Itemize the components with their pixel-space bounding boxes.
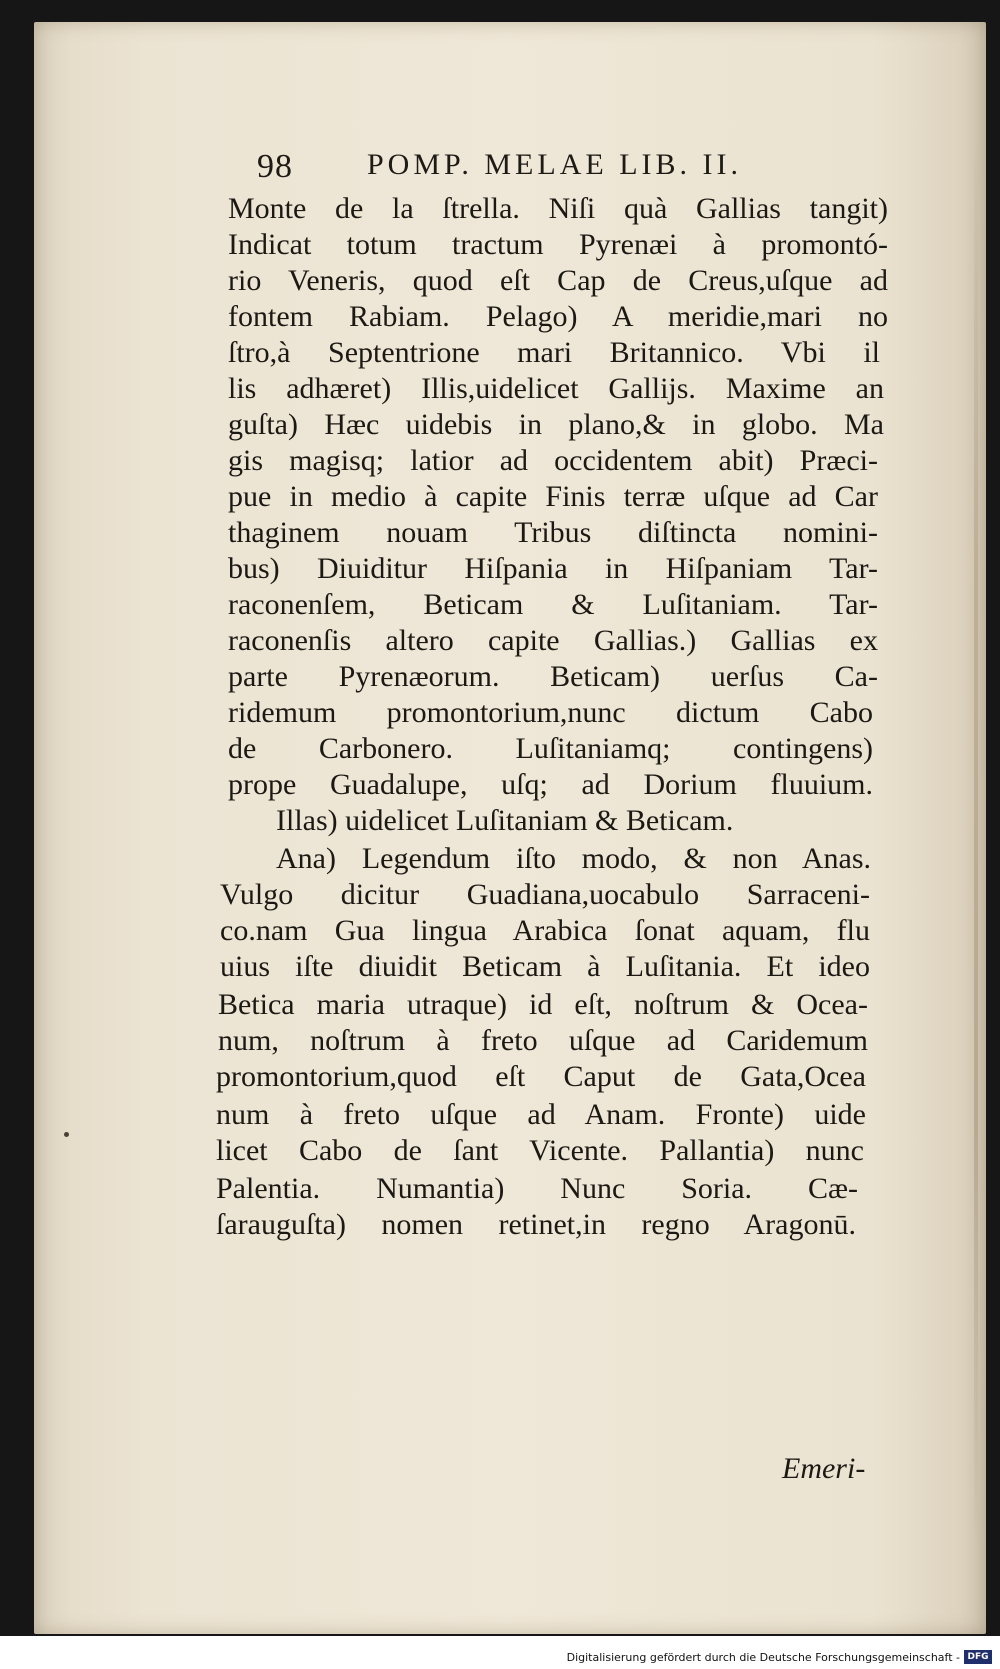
text-line: fontem Rabiam. Pelago) A meridie,mari no bbox=[228, 300, 888, 333]
catchword: Emeri- bbox=[782, 1452, 866, 1485]
text-line: parte Pyrenæorum. Beticam) uerſus Ca- bbox=[228, 660, 878, 693]
text-line: promontorium,quod eſt Caput de Gata,Ocea bbox=[216, 1060, 866, 1093]
page-number: 98 bbox=[257, 148, 293, 185]
text-line: licet Cabo de ſant Vicente. Pallantia) nunc bbox=[216, 1134, 864, 1167]
text-line: prope Guadalupe, uſq; ad Dorium fluuium. bbox=[228, 768, 873, 801]
text-line: raconenſis altero capite Gallias.) Gallias ex bbox=[228, 624, 878, 657]
text-line: lis adhæret) Illis,uidelicet Gallijs. Maxime an bbox=[228, 372, 884, 405]
dfg-logo: DFG bbox=[964, 1650, 992, 1664]
funding-credit: Digitalisierung gefördert durch die Deutsche Forschungsgemeinschaft - bbox=[566, 1651, 960, 1664]
text-line: ſtro,à Septentrione mari Britannico. Vbi il bbox=[228, 336, 880, 369]
text-line: Palentia. Numantia) Nunc Soria. Cæ- bbox=[216, 1172, 858, 1205]
text-line: Vulgo dicitur Guadiana,uocabulo Sarraceni- bbox=[220, 878, 870, 911]
margin-mark bbox=[64, 1132, 69, 1137]
text-line: rio Veneris, quod eſt Cap de Creus,uſque ad bbox=[228, 264, 888, 297]
page-edge-shadow bbox=[974, 142, 978, 1542]
text-line: raconenſem, Beticam & Luſitaniam. Tar- bbox=[228, 588, 878, 621]
text-line: num, noſtrum à freto uſque ad Caridemum bbox=[218, 1024, 868, 1057]
text-line: Ana) Legendum iſto modo, & non Anas. bbox=[276, 842, 871, 875]
text-line: de Carbonero. Luſitaniamq; contingens) bbox=[228, 732, 873, 765]
text-line: gis magisq; latior ad occidentem abit) Præci- bbox=[228, 444, 878, 477]
text-line: ſarauguſta) nomen retinet,in regno Aragonū. bbox=[216, 1208, 856, 1241]
text-line: Monte de la ſtrella. Niſi quà Gallias tangit) bbox=[228, 192, 888, 225]
text-line: uius iſte diuidit Beticam à Luſitania. Et ideo bbox=[220, 950, 870, 983]
text-line: Indicat totum tractum Pyrenæi à promontó- bbox=[228, 228, 888, 261]
text-line: ridemum promontorium,nunc dictum Cabo bbox=[228, 696, 873, 729]
text-line: bus) Diuiditur Hiſpania in Hiſpaniam Tar- bbox=[228, 552, 878, 585]
text-line: Betica maria utraque) id eſt, noſtrum & Ocea- bbox=[218, 988, 868, 1021]
text-line: pue in medio à capite Finis terræ uſque ad Car bbox=[228, 480, 878, 513]
running-head bbox=[257, 148, 897, 192]
running-title: POMP. MELAE LIB. II. bbox=[367, 148, 743, 181]
text-line: co.nam Gua lingua Arabica ſonat aquam, flu bbox=[220, 914, 870, 947]
text-line: guſta) Hæc uidebis in plano,& in globo. Ma bbox=[228, 408, 884, 441]
text-line: num à freto uſque ad Anam. Fronte) uide bbox=[216, 1098, 866, 1131]
text-line: thaginem nouam Tribus diſtincta nomini- bbox=[228, 516, 878, 549]
text-line: Illas) uidelicet Luſitaniam & Beticam. bbox=[276, 804, 734, 837]
